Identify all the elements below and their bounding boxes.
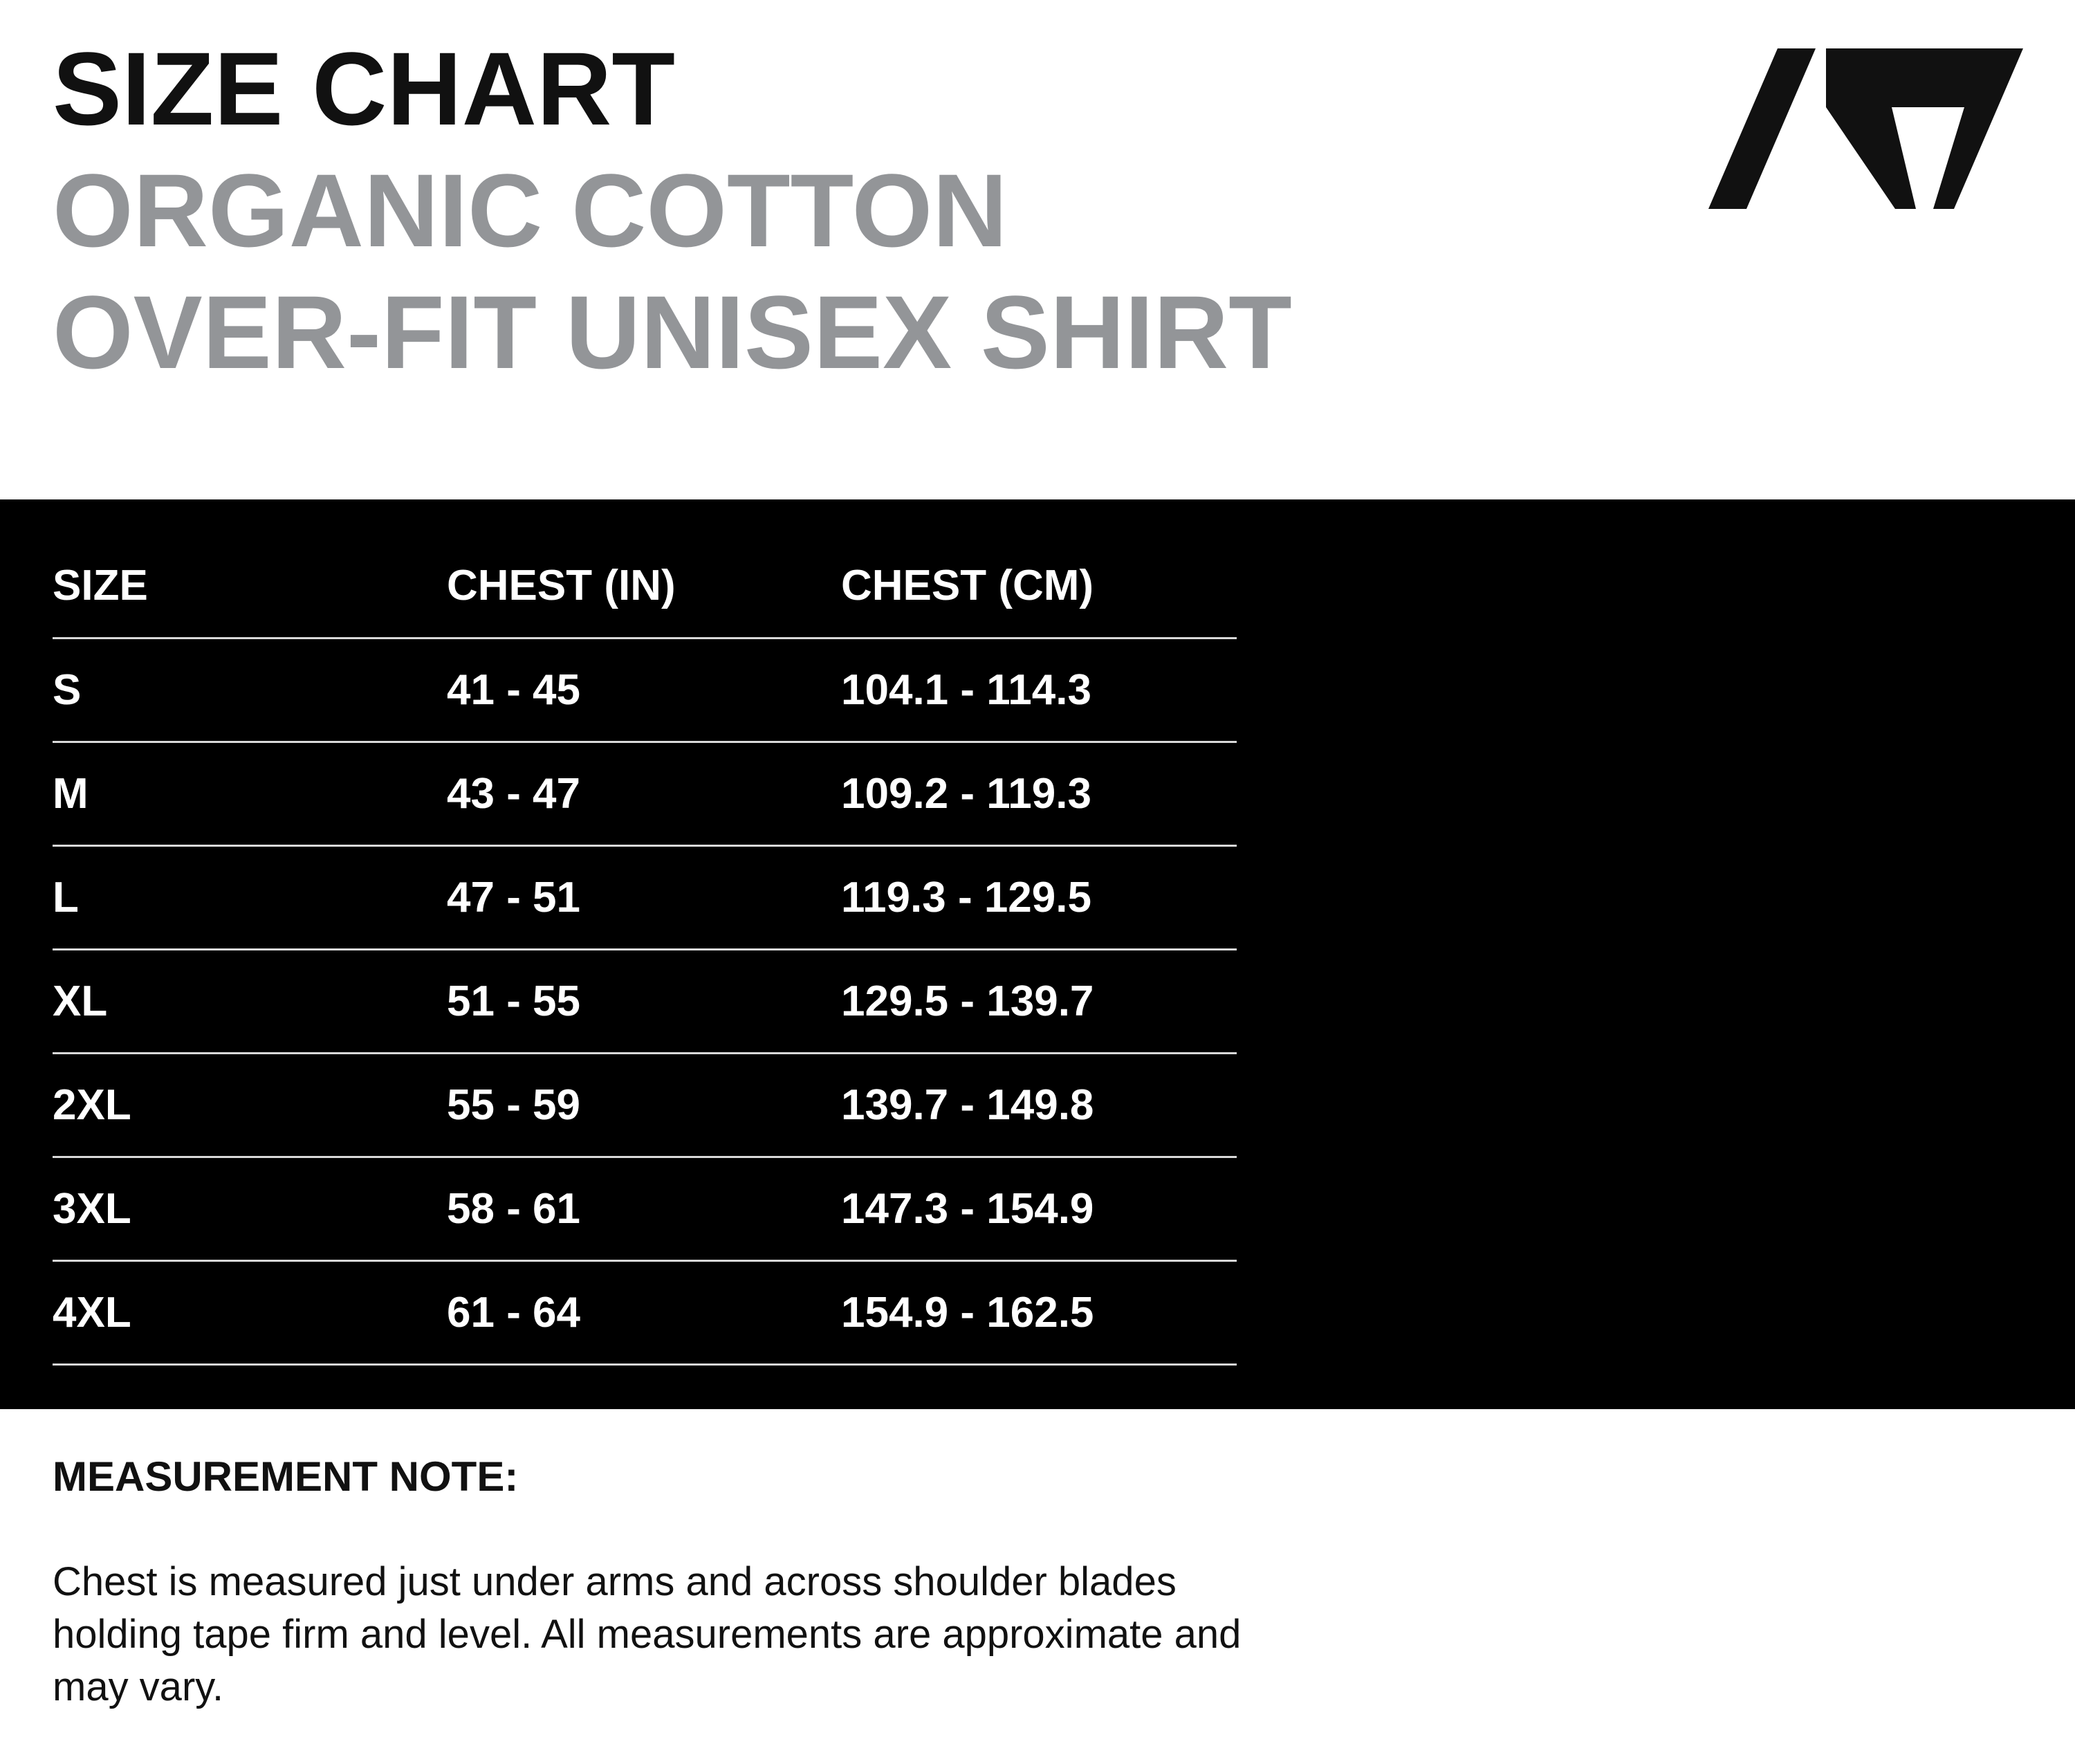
page-title: SIZE CHART <box>53 30 675 147</box>
measurement-note-body: Chest is measured just under arms and across shoulder blades holding tape firm and level. All measurements are approximate and may vary. <box>53 1559 1242 1709</box>
measurement-note <box>53 1453 1367 1714</box>
chest-cm-cell: 119.3 - 129.5 <box>841 874 1091 921</box>
chest-in-cell: 43 - 47 <box>447 770 581 818</box>
a7-logo-icon <box>1708 48 2023 209</box>
column-header-chest-cm: CHEST (CM) <box>841 562 1094 609</box>
table-header-row <box>53 534 1237 639</box>
product-name-line-1: ORGANIC COTTON <box>53 152 1008 268</box>
chest-cm-cell: 154.9 - 162.5 <box>841 1289 1094 1336</box>
size-table-section <box>0 499 2075 1409</box>
table-row <box>53 950 1237 1054</box>
column-header-size: SIZE <box>53 562 148 609</box>
chest-in-cell: 51 - 55 <box>447 977 581 1025</box>
chest-cm-cell: 129.5 - 139.7 <box>841 977 1094 1025</box>
size-cell: M <box>53 770 89 818</box>
table-row <box>53 1158 1237 1262</box>
chest-in-cell: 55 - 59 <box>447 1081 581 1129</box>
table-row <box>53 743 1237 847</box>
chest-in-cell: 47 - 51 <box>447 874 581 921</box>
size-cell: XL <box>53 977 108 1025</box>
product-name-line-2: OVER-FIT UNISEX SHIRT <box>53 274 1292 390</box>
table-row <box>53 1262 1237 1366</box>
size-cell: 2XL <box>53 1081 131 1129</box>
measurement-note-title: MEASUREMENT NOTE: <box>53 1453 519 1500</box>
chest-in-cell: 58 - 61 <box>447 1185 581 1233</box>
chest-cm-cell: 147.3 - 154.9 <box>841 1185 1094 1233</box>
table-row <box>53 1054 1237 1158</box>
chest-in-cell: 41 - 45 <box>447 666 581 714</box>
size-cell: L <box>53 874 79 921</box>
column-header-chest-in: CHEST (IN) <box>447 562 676 609</box>
table-row <box>53 847 1237 950</box>
size-cell: S <box>53 666 82 714</box>
chest-cm-cell: 104.1 - 114.3 <box>841 666 1091 714</box>
size-cell: 4XL <box>53 1289 131 1336</box>
size-table <box>53 534 1237 1366</box>
chest-in-cell: 61 - 64 <box>447 1289 581 1336</box>
page-header <box>53 28 1292 393</box>
chest-cm-cell: 109.2 - 119.3 <box>841 770 1091 818</box>
table-row <box>53 639 1237 743</box>
chest-cm-cell: 139.7 - 149.8 <box>841 1081 1094 1129</box>
size-cell: 3XL <box>53 1185 131 1233</box>
